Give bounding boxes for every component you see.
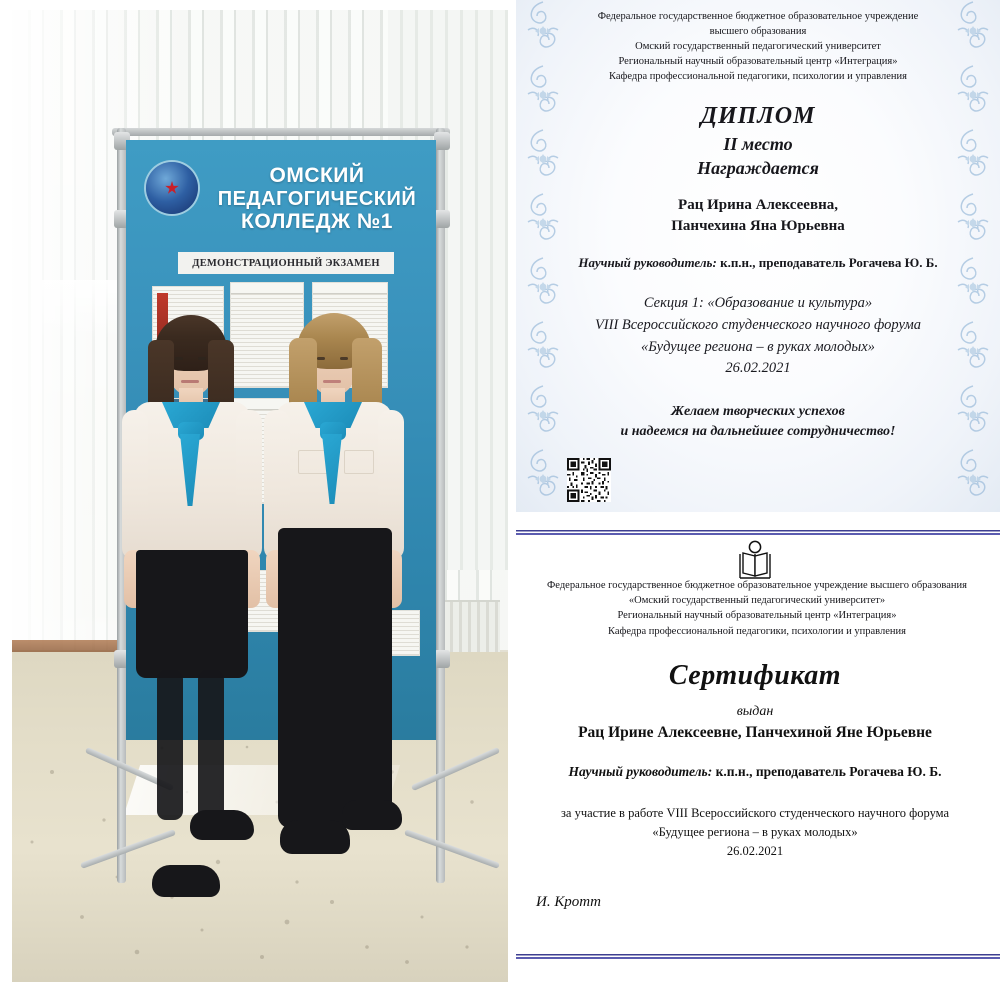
certificate-reason-line-1: за участие в работе VIII Всероссийского студенческого научного форума	[560, 806, 950, 820]
certificate-title: Сертификат	[668, 660, 842, 691]
certificate-supervisor	[510, 764, 1000, 780]
diploma-document	[516, 0, 1000, 512]
certificate-header	[522, 578, 992, 639]
diploma-recipient-1: Рац Ирина Алексеевна,	[678, 196, 838, 213]
diploma-border-ornament-left	[522, 0, 564, 512]
certificate-header-line-1: Федеральное государственное бюджетное образовательное учреждение высшего образования	[547, 580, 967, 591]
diploma-recipient-2: Панчехина Яна Юрьевна	[671, 218, 845, 235]
event-photo	[12, 10, 508, 982]
diploma-header-line-1: Федеральное государственное бюджетное образовательное учреждение	[597, 11, 919, 22]
certificate-reason-line-2: «Будущее региона – в руках молодых»	[652, 824, 858, 839]
certificate-document	[510, 516, 1000, 968]
certificate-header-line-2: «Омский государственный педагогический университет»	[628, 595, 886, 607]
certificate-supervisor-value: к.п.н., преподаватель Рогачева Ю. Б.	[715, 764, 942, 779]
diploma-header	[562, 0, 954, 85]
diploma-content	[562, 0, 954, 443]
diploma-header-line-3: Омский государственный педагогический университет	[635, 40, 881, 52]
diploma-title: ДИПЛОМ	[700, 102, 816, 129]
stand-clamp	[434, 650, 450, 668]
diploma-border-ornament-right	[952, 0, 994, 512]
banner-subtitle	[178, 252, 394, 274]
diploma-place: II место	[723, 133, 793, 154]
banner-title-line2: ПЕДАГОГИЧЕСКИЙ	[217, 187, 417, 210]
banner-subtitle-text: ДЕМОНСТРАЦИОННЫЙ ЭКЗАМЕН	[192, 257, 380, 269]
qr-code	[566, 458, 612, 502]
certificate-recipients: Рац Ирине Алексеевне, Панчехиной Яне Юрьевне	[578, 724, 932, 741]
certificate-emblem	[510, 540, 1000, 580]
diploma-supervisor	[562, 255, 954, 271]
diploma-header-line-4: Региональный научный образовательный центр «Интеграция»	[618, 55, 898, 67]
certificate-date: 26.02.2021	[726, 843, 784, 858]
certificate-top-rule	[516, 530, 1000, 535]
diploma-section-line-2: VIII Всероссийского студенческого научного форума	[594, 316, 922, 333]
diploma-awarded-label: Награждается	[697, 157, 819, 178]
college-emblem-icon	[146, 162, 198, 214]
certificate-header-line-4: Кафедра профессиональной педагогики, психологии и управления	[608, 625, 906, 637]
diploma-date: 26.02.2021	[725, 360, 791, 377]
banner-title-line3: КОЛЛЕДЖ №1	[241, 209, 393, 233]
certificate-reason	[510, 804, 1000, 860]
banner-title	[210, 164, 424, 233]
open-book-logo-icon	[737, 540, 773, 580]
stand-clamp	[434, 210, 450, 228]
diploma-wish-line-1: Желаем творческих успехов	[671, 404, 845, 420]
certificate-header-line-3: Региональный научный образовательный центр «Интеграция»	[617, 610, 897, 622]
banner-stand-top-bar	[112, 128, 450, 136]
diploma-supervisor-label: Научный руководитель:	[578, 255, 717, 271]
diploma-header-line-2: высшего образования	[709, 25, 807, 37]
diploma-recipients	[562, 195, 954, 239]
certificate-supervisor-label: Научный руководитель:	[568, 764, 713, 779]
diploma-section-line-1: Секция 1: «Образование и культура»	[643, 295, 873, 312]
diploma-wish-line-2: и надеемся на дальнейшее сотрудничество!	[620, 424, 896, 440]
banner-title-line1: ОМСКИЙ	[269, 164, 365, 187]
diploma-section-line-3: «Будущее региона – в руках молодых»	[641, 338, 875, 355]
diploma-wish	[562, 402, 954, 443]
diploma-header-line-5: Кафедра профессиональной педагогики, психологии и управления	[609, 70, 907, 82]
diploma-section-info	[562, 293, 954, 380]
certificate-signature: И. Кротт	[536, 894, 601, 910]
stand-clamp	[434, 132, 450, 150]
certificate-given-label: выдан	[736, 704, 774, 719]
certificate-bottom-rule	[516, 954, 1000, 959]
diploma-supervisor-value: к.п.н., преподаватель Рогачева Ю. Б.	[720, 255, 938, 271]
